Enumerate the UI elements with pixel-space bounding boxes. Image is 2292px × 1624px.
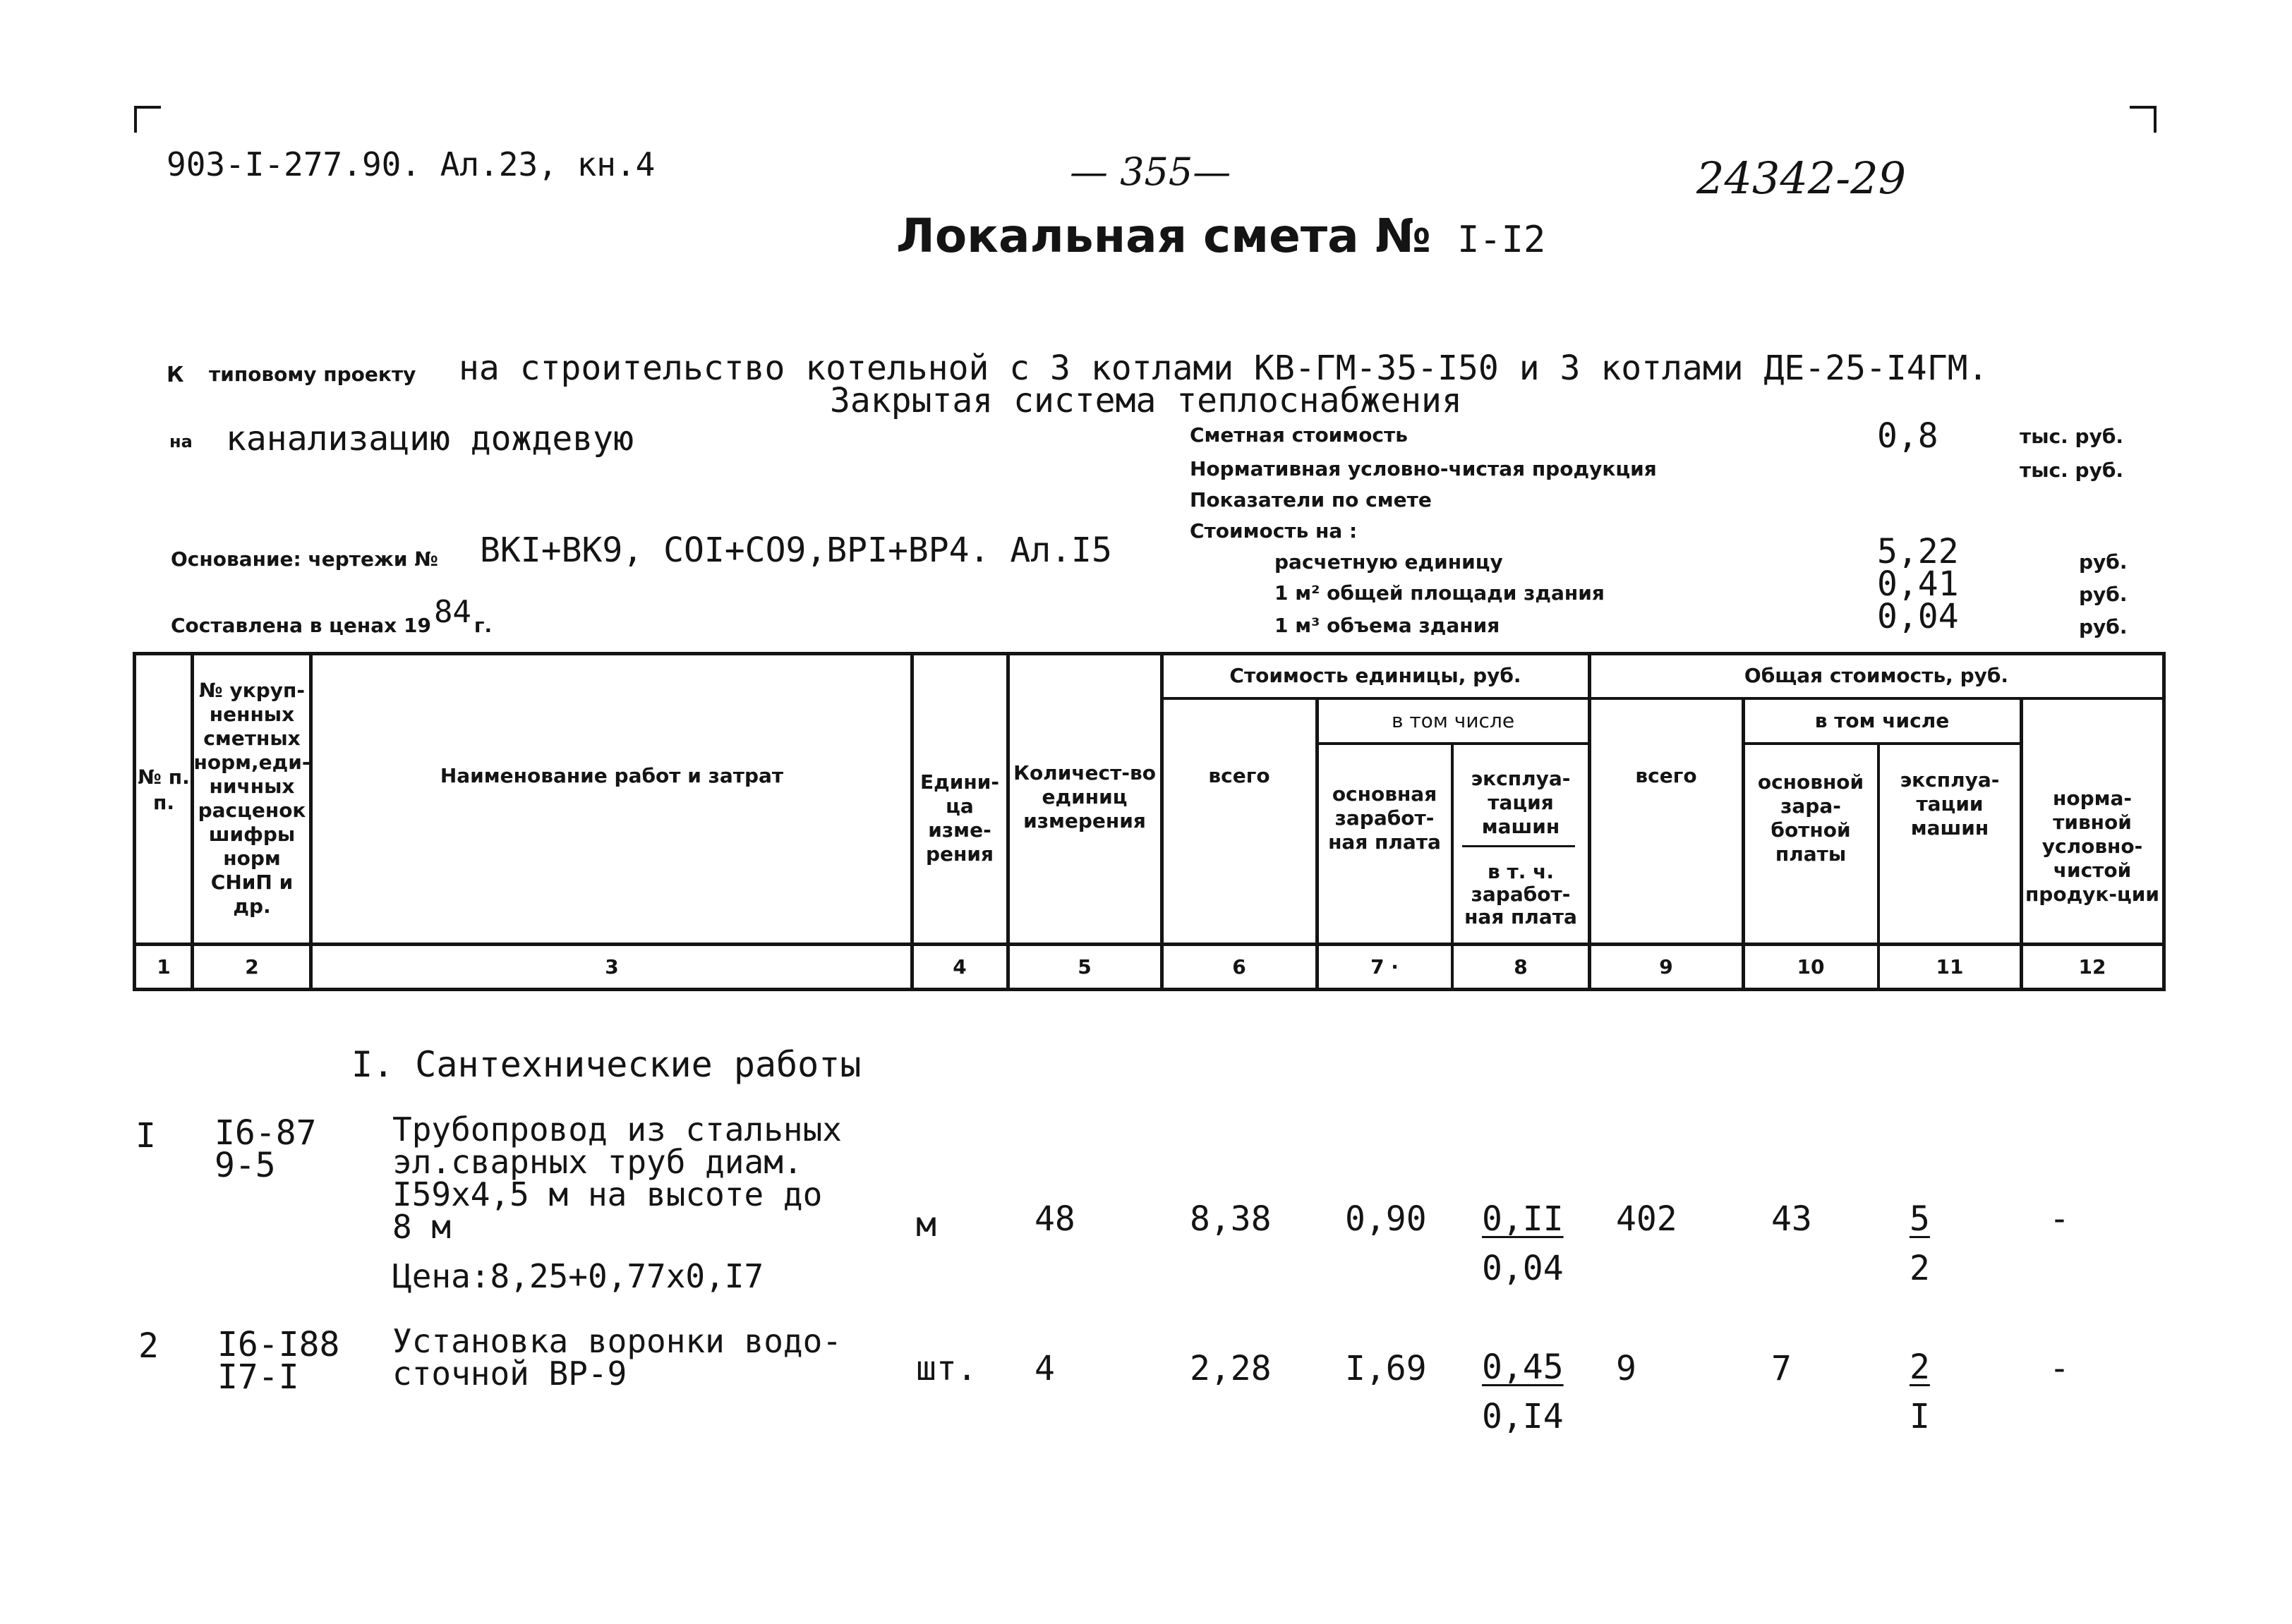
row-name-line-3: I59х4,5 м на высоте до: [392, 1175, 823, 1213]
row-qty: 48: [1035, 1199, 1075, 1239]
row-qty: 4: [1035, 1349, 1055, 1388]
handwritten-code: 24342-29: [1696, 152, 1907, 204]
th-col-num-7: 7 ·: [1370, 955, 1399, 978]
prices-year: 84: [433, 594, 471, 630]
th-sum-total: всего: [1635, 764, 1697, 787]
th-col-num-12: 12: [2078, 955, 2106, 978]
row-unit-salary: 0,90: [1345, 1199, 1427, 1239]
row-code-1: I6-87: [215, 1113, 317, 1153]
th-col-num-9: 9: [1659, 955, 1673, 978]
summary-per-unit-label: расчетную единицу: [1274, 550, 1503, 574]
th-unit: Едини-ца изме-рения: [920, 770, 999, 866]
th-unit-total: всего: [1208, 764, 1270, 787]
th-col-num-8: 8: [1514, 955, 1528, 978]
summary-per-volume-value: 0,04: [1877, 597, 1959, 636]
row-sum-total: 402: [1616, 1199, 1677, 1239]
basis-label: Основание: чертежи №: [171, 547, 438, 571]
summary-per-unit-value: 5,22: [1877, 532, 1959, 571]
summary-per-area-unit: руб.: [2079, 583, 2128, 606]
row-unit: м: [916, 1205, 936, 1244]
project-to-label-2: типовому проекту: [209, 363, 416, 386]
row-unit-machines: 0,45: [1482, 1347, 1564, 1387]
prices-label: Составлена в ценах 19: [171, 614, 431, 637]
section-title: I. Сантехнические работы: [351, 1044, 862, 1085]
th-col-num-5: 5: [1078, 955, 1092, 978]
row-unit-total: 2,28: [1190, 1349, 1272, 1388]
prices-suffix: г.: [474, 614, 493, 637]
row-unit: шт.: [916, 1349, 977, 1388]
title-prefix: Локальная смета №: [896, 209, 1432, 263]
row-sum-salary: 7: [1771, 1349, 1792, 1388]
th-col-num-6: 6: [1232, 955, 1246, 978]
row-code-1: I6-I88: [217, 1325, 340, 1364]
row-sum-machines: 5: [1910, 1199, 1930, 1239]
th-work-name: Наименование работ и затрат: [440, 764, 784, 787]
row-unit-machines-salary: 0,I4: [1482, 1397, 1564, 1436]
th-incl-2: в том числе: [1814, 709, 1950, 732]
summary-cost-label: Сметная стоимость: [1190, 423, 1408, 447]
summary-cost-value: 0,8: [1877, 416, 1938, 456]
th-unit-machines-salary: в т. ч. заработ-ная плата: [1464, 860, 1577, 928]
th-col-num-11: 11: [1936, 955, 1964, 978]
row-sum-machines-salary: I: [1910, 1397, 1930, 1436]
row-sum-salary: 43: [1771, 1199, 1812, 1239]
row-sum-norm: -: [2049, 1199, 2070, 1239]
row-number: 2: [138, 1326, 159, 1366]
th-col-num-2: 2: [245, 955, 259, 978]
row-unit-salary: I,69: [1345, 1349, 1427, 1388]
title-number: I-I2: [1457, 219, 1546, 261]
row-unit-machines: 0,II: [1482, 1199, 1564, 1239]
page-number: — 355—: [1070, 150, 1231, 194]
row-name-line-1: Трубопровод из стальных: [392, 1110, 842, 1149]
summary-cost-unit: тыс. руб.: [2020, 425, 2124, 448]
project-to-text: на строительство котельной с 3 котлами КВ-ГМ-35-I50 и 3 котлами ДЕ-25-I4ГМ.: [459, 349, 1989, 388]
th-unit-machines: эксплуа-тация машин: [1471, 767, 1571, 838]
row-unit-total: 8,38: [1190, 1199, 1272, 1239]
th-unit-salary: основная заработ-ная плата: [1328, 782, 1441, 854]
summary-per-area-value: 0,41: [1877, 564, 1959, 604]
th-row-number: № п. п.: [138, 765, 190, 814]
th-sum-salary: основной зара-ботной платы: [1757, 770, 1864, 866]
summary-indicators-label: Показатели по смете: [1190, 488, 1432, 511]
page-title: [896, 209, 1545, 263]
row-name-line-2: сточной ВР-9: [392, 1355, 627, 1393]
th-unit-cost-group: Стоимость единицы, руб.: [1229, 664, 1521, 687]
row-name-line-1: Установка воронки водо-: [392, 1322, 842, 1360]
summary-per-unit-unit: руб.: [2079, 550, 2128, 574]
row-sum-machines-salary: 2: [1910, 1249, 1930, 1288]
summary-per-volume-unit: руб.: [2079, 615, 2128, 638]
th-col-num-4: 4: [953, 955, 967, 978]
corner-mark-top-left: [134, 106, 161, 133]
row-sum-machines: 2: [1910, 1347, 1930, 1387]
project-on-text: канализацию дождевую: [226, 419, 634, 459]
row-name-line-4: 8 м: [392, 1208, 452, 1246]
row-name-line-2: эл.сварных труб диам.: [392, 1143, 803, 1181]
basis-text: ВКI+ВК9, СОI+СО9,ВРI+ВР4. Ал.I5: [480, 531, 1112, 570]
th-incl-1: в том числе: [1391, 709, 1515, 732]
prices-line: [171, 594, 493, 640]
summary-norm-label: Нормативная условно-чистая продукция: [1190, 457, 1657, 480]
th-norm-code: № укруп-ненных сметных норм,еди-ничных расценок шифры норм СНиП и др.: [193, 679, 310, 918]
corner-mark-top-right: [2130, 106, 2157, 133]
project-on-label: на: [169, 432, 193, 452]
summary-cost-per-label: Стоимость на :: [1190, 519, 1358, 543]
th-quantity: Количест-во единиц измерения: [1013, 761, 1156, 832]
doc-code: 903-I-277.90. Ал.23, кн.4: [167, 145, 656, 183]
th-col-num-1: 1: [157, 955, 171, 978]
row-sum-norm: -: [2049, 1349, 2070, 1388]
row-code-2: 9-5: [215, 1146, 276, 1185]
row-sum-total: 9: [1616, 1349, 1636, 1388]
row-price-note: Цена:8,25+0,77х0,I7: [392, 1257, 764, 1295]
project-to-text-2: Закрытая система теплоснабжения: [830, 381, 1462, 420]
row-number: I: [135, 1116, 156, 1156]
summary-per-area-label: 1 м² общей площади здания: [1274, 581, 1605, 605]
row-code-2: I7-I: [217, 1357, 299, 1397]
summary-per-volume-label: 1 м³ объема здания: [1274, 614, 1500, 637]
row-unit-machines-salary: 0,04: [1482, 1249, 1564, 1288]
th-sum-machines: эксплуа-тации машин: [1900, 768, 2000, 840]
summary-norm-unit: тыс. руб.: [2020, 459, 2124, 482]
th-col-num-3: 3: [605, 955, 619, 978]
th-col-num-10: 10: [1797, 955, 1825, 978]
project-to-label: К: [167, 363, 184, 387]
th-total-cost-group: Общая стоимость, руб.: [1744, 664, 2009, 687]
th-sum-norm: норма-тивной условно-чистой продук-ции: [2025, 787, 2160, 906]
